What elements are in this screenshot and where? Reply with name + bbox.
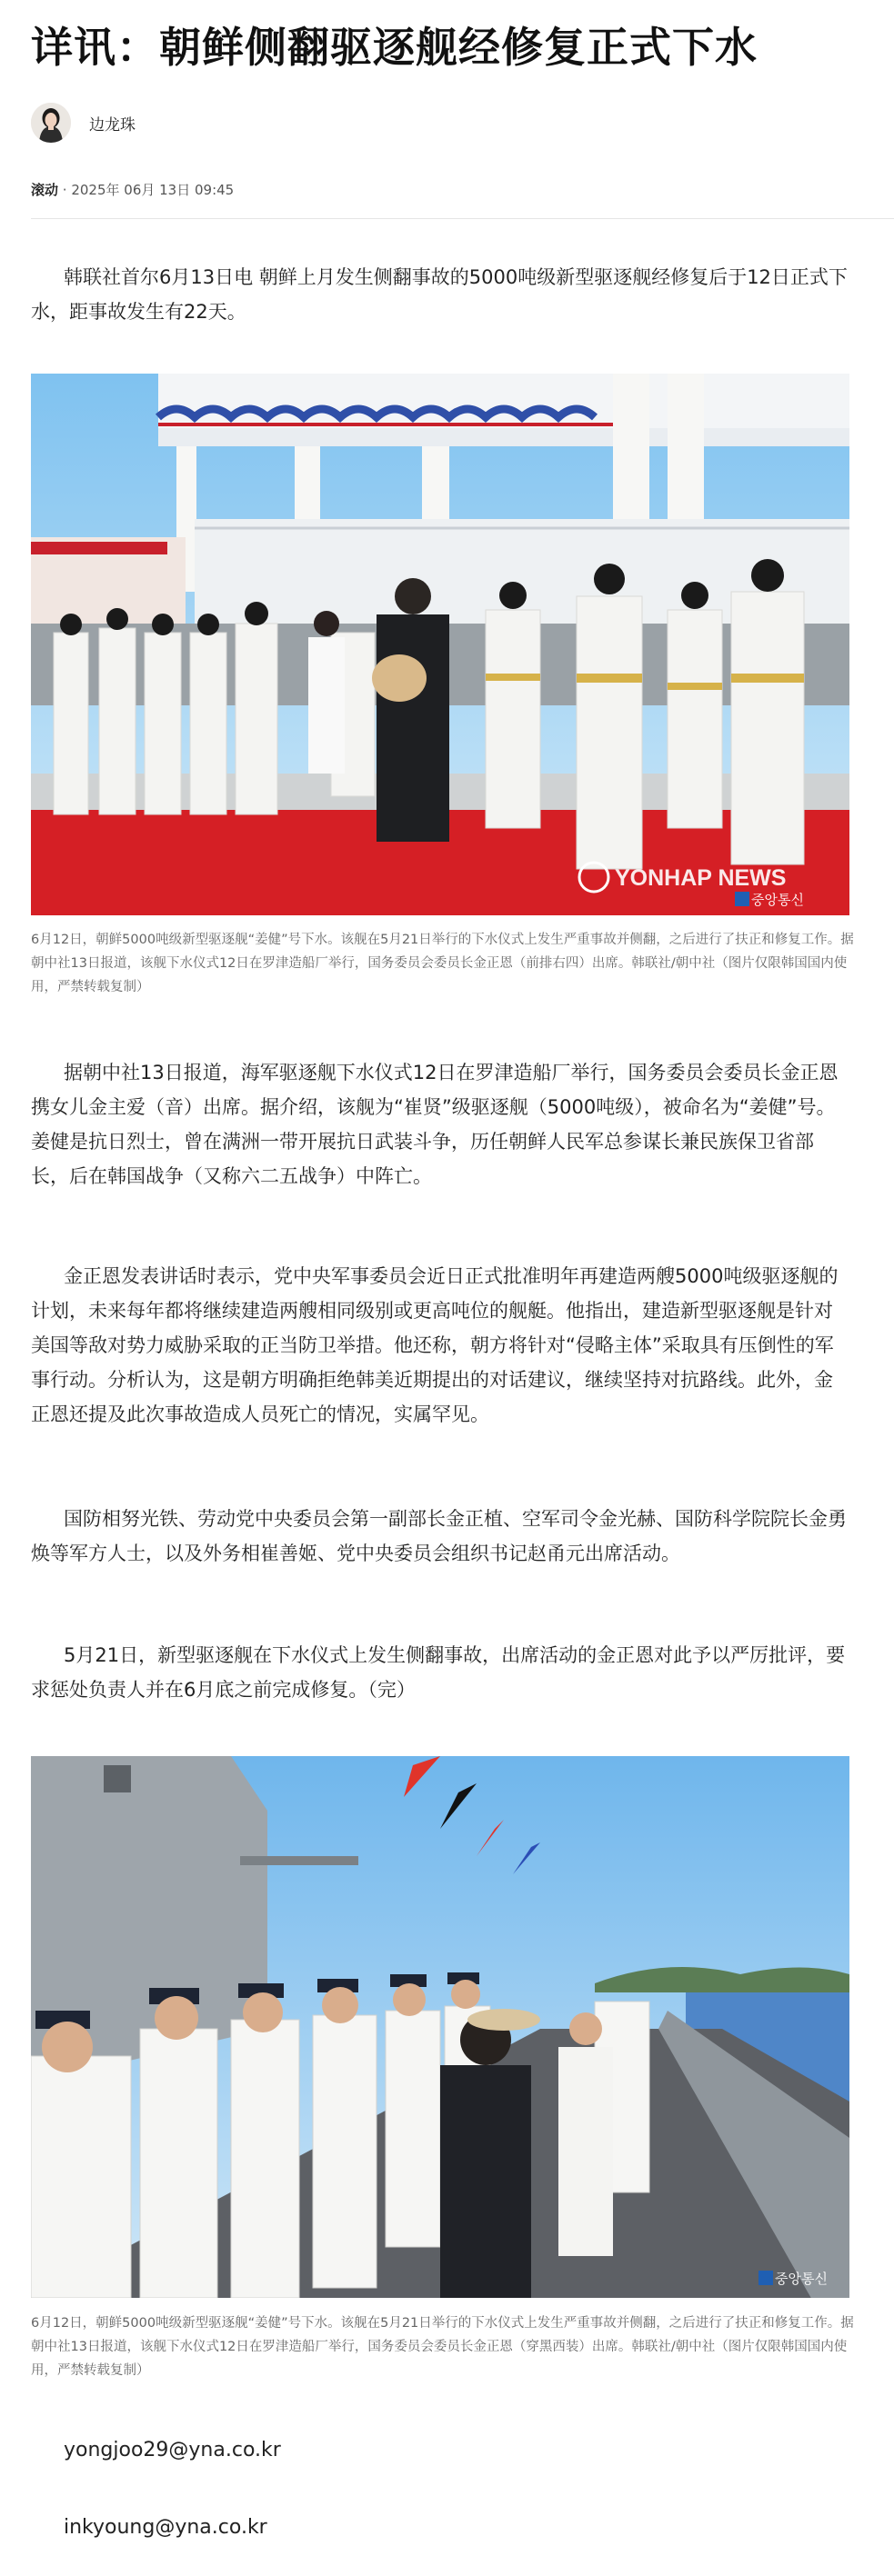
photo-caption-1: 6月12日，朝鲜5000吨级新型驱逐舰“姜健”号下水。该舰在5月21日举行的下水仪式上发生严重事故并侧翻，之后进行了扶正和修复工作。据朝中社13日报道，该舰下水仪式12日在罗津造船厂举行，国务委员会委员长金正恩（前排右四）出席。韩联社/朝中社（图片仅限韩国国内使用，严禁转载复制）: [31, 933, 854, 994]
photo-caption-2: 6月12日，朝鲜5000吨级新型驱逐舰“姜健”号下水。该舰在5月21日举行的下水仪式上发生严重事故并侧翻，之后进行了扶正和修复工作。据朝中社13日报道，该舰下水仪式12日在罗津造船厂举行，国务委员会委员长金正恩（穿黑西装）出席。韩联社/朝中社（图片仅限韩国国内使用，严禁转载复制）: [31, 2316, 854, 2378]
author-byline: [31, 100, 136, 145]
reporter-email-1[interactable]: yongjoo29@yna.co.kr: [64, 2439, 281, 2461]
paragraph-3: 金正恩发表讲话时表示，党中央军事委员会近日正式批准明年再建造两艘5000吨级驱逐舰的计划，未来每年都将继续建造两艘相同级别或更高吨位的舰艇。他指出，建造新型驱逐舰是针对美国等敌对势力威胁采取的正当防卫举措。他还称，朝方将针对“侵略主体”采取具有压倒性的军事行动。分析认为，这是朝方明确拒绝韩美近期提出的对话建议，继续坚持对抗路线。此外，金正恩还提及此次事故造成人员死亡的情况，实属罕见。: [31, 1265, 839, 1425]
meta-divider: [31, 218, 894, 219]
paragraph-lead: 韩联社首尔6月13日电 朝鲜上月发生侧翻事故的5000吨级新型驱逐舰经修复后于12日正式下水，距事故发生有22天。: [31, 266, 848, 323]
article-headline: 详讯：朝鲜侧翻驱逐舰经修复正式下水: [31, 23, 758, 72]
paragraph-4: 国防相努光铁、劳动党中央委员会第一副部长金正植、空军司令金光赫、国防科学院院长金勇焕等军方人士，以及外务相崔善姬、党中央委员会组织书记赵甬元出席活动。: [31, 1508, 847, 1564]
paragraph-5: 5月21日，新型驱逐舰在下水仪式上发生侧翻事故，出席活动的金正恩对此予以严厉批评，要求惩处负责人并在6月底之前完成修复。（完）: [31, 1644, 846, 1701]
watermark-kcna: [758, 2271, 828, 2287]
reporter-email-2[interactable]: inkyoung@yna.co.kr: [64, 2516, 267, 2539]
publish-datetime: 2025年 06月 13日 09:45: [71, 182, 235, 198]
watermark-text: 중앙통신: [775, 2271, 828, 2287]
section-label[interactable]: 滚动: [31, 182, 59, 198]
meta-separator: ·: [58, 182, 72, 198]
article-meta: [31, 180, 234, 199]
author-avatar[interactable]: [31, 103, 71, 143]
article-photo-ceremony[interactable]: [31, 374, 849, 915]
article-photo-deck[interactable]: [31, 1756, 849, 2298]
paragraph-2: 据朝中社13日报道，海军驱逐舰下水仪式12日在罗津造船厂举行，国务委员会委员长金正恩携女儿金主爱（音）出席。据介绍，该舰为“崔贤”级驱逐舰（5000吨级），被命名为“姜健”号。姜健是抗日烈士，曾在满洲一带开展抗日武装斗争，历任朝鲜人民军总参谋长兼民族保卫省部长，后在韩国战争（又称六二五战争）中阵亡。: [31, 1062, 839, 1187]
watermark-text: YONHAP NEWS: [615, 865, 787, 891]
watermark-text-2: 중앙통신: [751, 892, 804, 908]
author-name[interactable]: 边龙珠: [89, 115, 136, 135]
